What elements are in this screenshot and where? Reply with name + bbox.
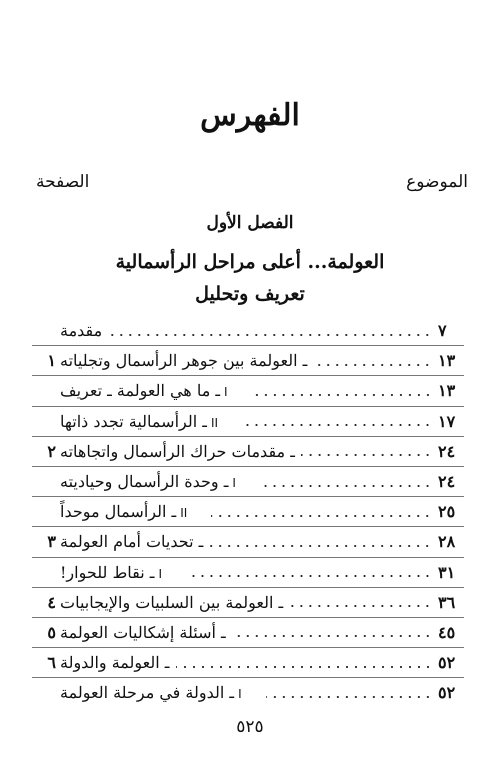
toc-entry-page: ٤٥ [438,622,456,642]
dot-leader [209,545,432,547]
toc-entry-title [56,472,254,491]
toc-entry-title [56,502,205,521]
chapter-title-line2: تعريف وتحليل [195,283,305,305]
toc-entry-title [56,653,170,672]
toc-entry-number: ٤ [47,592,56,612]
dot-leader [266,696,432,698]
toc-entry [32,376,464,405]
toc-entry-page: ٥٢ [438,653,456,673]
toc-entry-number: ٢ [47,441,56,461]
dot-leader [289,605,432,607]
toc-entry-text: ـ العولمة بين جوهر الرأسمال وتجلياته [60,351,308,371]
toc-entry-page: ٢٨ [438,532,456,552]
page-title: الفهرس [200,98,300,133]
toc-entry-page: ١٧ [438,411,456,431]
toc-entry-title [56,563,180,582]
toc-entry-text: ـ الدولة في مرحلة العولمة [60,683,235,703]
chapter-title-line1: العولمة... أعلى مراحل الرأسمالية [115,251,385,273]
toc-entry-title [56,351,307,370]
toc-entry [32,467,464,496]
toc-entry-number: I [224,385,228,400]
toc-entry-title [56,381,246,400]
toc-entry-text: ـ تحديات أمام العولمة [60,532,204,552]
toc-entry-title [56,683,260,702]
topic-column-header: الموضوع [406,172,468,192]
toc-entry-page: ٥٢ [438,683,456,703]
toc-entry-text: ـ نقاط للحوار! [60,562,155,582]
toc-entry-title [56,442,295,461]
toc-entry [32,527,464,556]
dot-leader [242,424,432,426]
page-column-header: الصفحة [36,172,90,192]
chapter-label: الفصل الأول [206,213,294,233]
dot-leader [108,334,432,336]
toc-entry-title [56,532,203,551]
toc-entry-number: I [158,566,162,581]
dot-leader [252,394,432,396]
dot-leader [313,364,432,366]
toc-entry [32,497,464,526]
toc-entry-page: ٢٥ [438,502,456,522]
toc-entry-page: ٧ [438,321,447,341]
toc-entry-text: ـ العولمة بين السلبيات والإيجابيات [60,592,284,612]
toc-entry-page: ٣١ [438,562,456,582]
page-number: ٥٢٥ [236,717,264,737]
toc-entry [32,558,464,587]
toc-entry [32,316,464,345]
toc-entry-number: I [238,687,242,702]
toc-entry-page: ٣٦ [438,592,456,612]
toc-entry [32,588,464,617]
toc-entry-title [56,412,236,431]
toc-entry-title [56,321,102,340]
toc-entry-number: I [232,476,236,491]
toc-entry-number: ٣ [47,532,56,552]
toc-entry [32,407,464,436]
toc-entry-number: ١ [47,351,56,371]
toc-entry-text: ـ الرأسمال موحداً [60,502,177,522]
toc-entry-page: ٢٤ [438,472,456,492]
toc-entry-text: مقدمة [60,321,103,341]
dot-leader [186,575,432,577]
toc-entry-text: ـ أسئلة إشكاليات العولمة [60,622,226,642]
toc-entry-page: ٢٤ [438,441,456,461]
toc-entry [32,648,464,677]
toc-entry [32,437,464,466]
toc-entry-text: ـ وحدة الرأسمال وحياديته [60,472,229,492]
toc-entry-text: ـ مقدمات حراك الرأسمال واتجاهاته [60,441,295,461]
toc-entry-page: ١٣ [438,381,456,401]
toc-entry-text: ـ ما هي العولمة ـ تعريف [60,381,221,401]
toc-entry-text: ـ الرأسمالية تجدد ذاتها [60,411,207,431]
dot-leader [301,454,432,456]
table-of-contents [32,316,464,707]
toc-entry-title [56,593,283,612]
dot-leader [232,635,432,637]
toc-entry-number: II [180,506,188,521]
dot-leader [176,666,433,668]
toc-entry-number: II [210,415,219,430]
toc-entry-page: ١٣ [438,351,456,371]
toc-entry-number: ٦ [47,653,56,673]
toc-entry-text: ـ العولمة والدولة [60,653,170,673]
dot-leader [260,485,432,487]
dot-leader [211,515,432,517]
toc-entry-number: ٥ [47,622,56,642]
toc-entry-title [56,623,226,642]
toc-entry [32,346,464,375]
toc-entry [32,618,464,647]
toc-entry [32,678,464,707]
